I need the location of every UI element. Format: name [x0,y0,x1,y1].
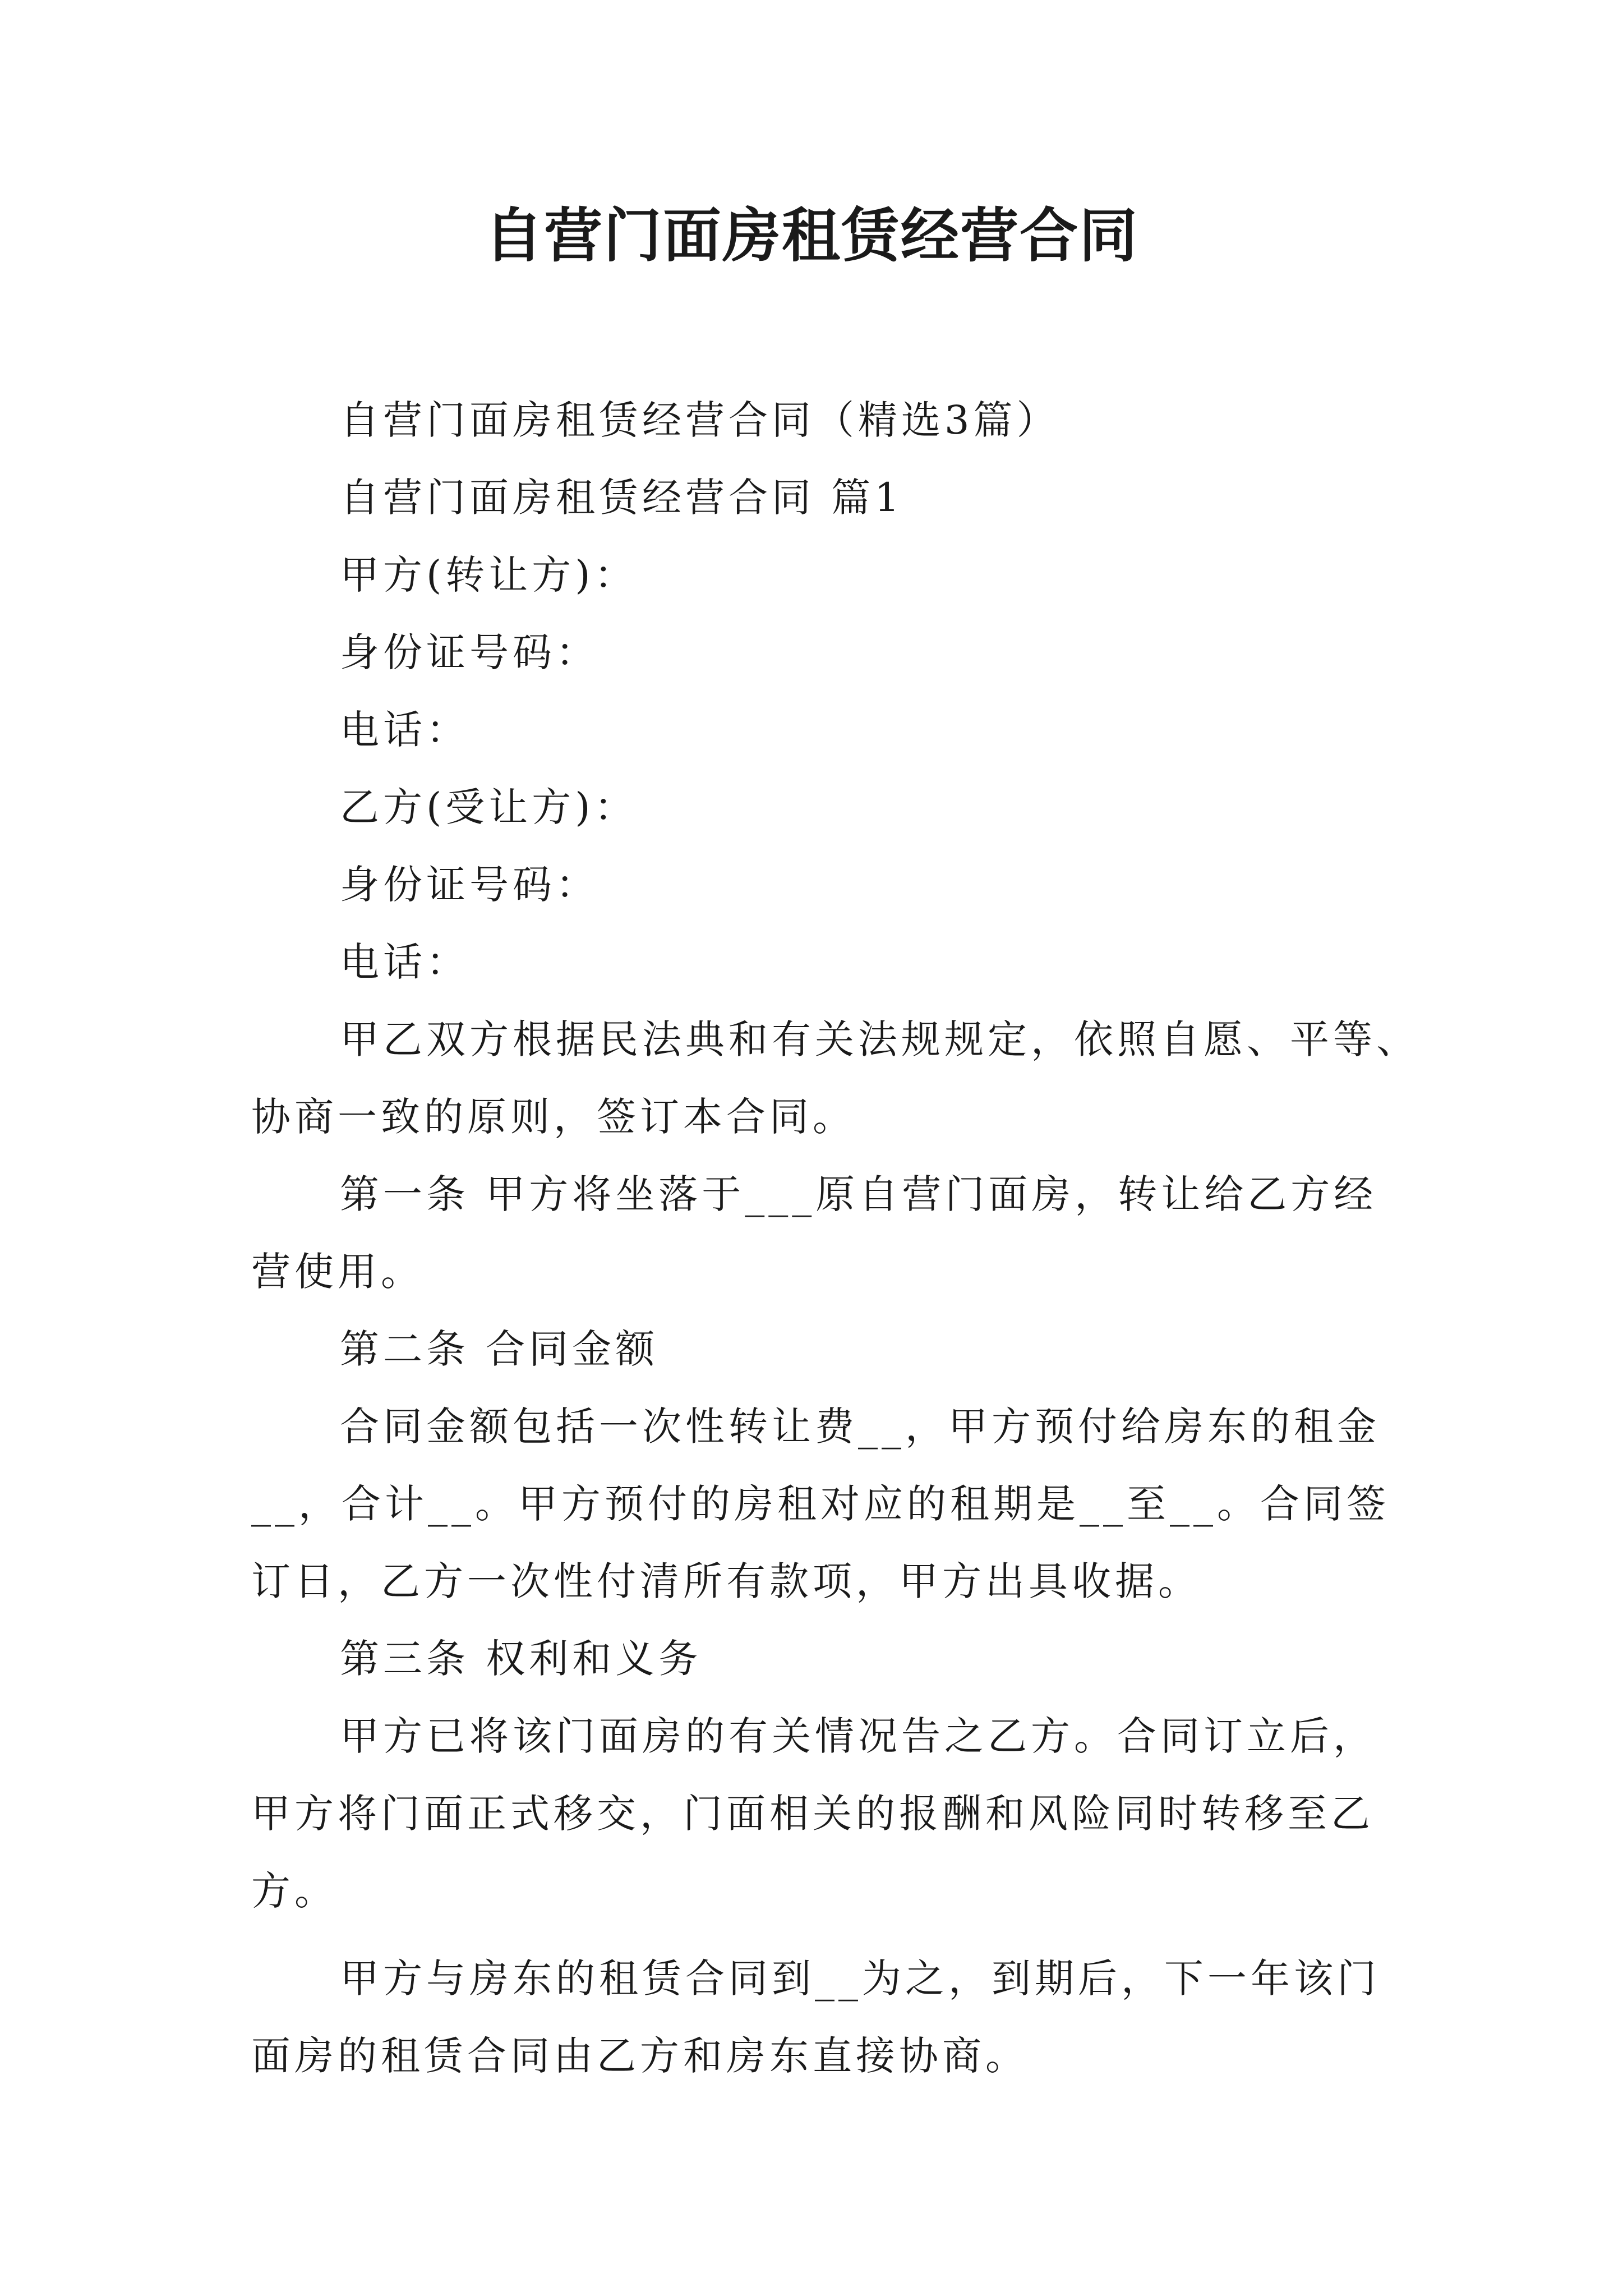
article-3-line: 甲方已将该门面房的有关情况告之乙方。合同订立后， [340,1713,1376,1759]
intro-paragraph-line: 甲乙双方根据民法典和有关法规规定，依照自愿、平等、 [340,1016,1419,1062]
article-2-line: 订日，乙方一次性付清所有款项，甲方出具收据。 [251,1558,1201,1604]
intro-paragraph-line: 协商一致的原则，签订本合同。 [251,1094,856,1140]
party-b-label: 乙方(受让方)： [340,784,638,830]
document-title: 自营门面房租赁经营合同 [484,201,1138,270]
party-b-id-label: 身份证号码： [340,862,599,908]
article-3-line: 面房的租赁合同由乙方和房东直接协商。 [251,2033,1029,2079]
party-a-id-label: 身份证号码： [340,629,599,675]
document-body [251,381,1419,2095]
article-3-heading: 第三条 权利和义务 [340,1636,702,1682]
article-3-line: 甲方将门面正式移交，门面相关的报酬和风险同时转移至乙 [251,1791,1374,1837]
article-1-line: 营使用。 [251,1249,424,1295]
party-a-phone-label: 电话： [340,707,469,753]
article-3-line: 方。 [251,1868,338,1914]
subtitle-line: 自营门面房租赁经营合同（精选3篇） [340,397,1060,443]
article-2-line: __，合计__。甲方预付的房租对应的租期是__至__。合同签 [251,1481,1390,1527]
article-2-heading: 第二条 合同金额 [340,1326,659,1372]
article-3-line: 甲方与房东的租赁合同到__为之，到期后，下一年该门 [340,1955,1380,2001]
party-b-phone-label: 电话： [340,939,469,985]
party-a-label: 甲方(转让方)： [340,552,638,598]
article-2-line: 合同金额包括一次性转让费__，甲方预付给房东的租金 [340,1404,1380,1450]
article-1-line: 第一条 甲方将坐落于___原自营门面房，转让给乙方经 [340,1171,1377,1217]
section-heading: 自营门面房租赁经营合同 篇1 [340,475,903,521]
